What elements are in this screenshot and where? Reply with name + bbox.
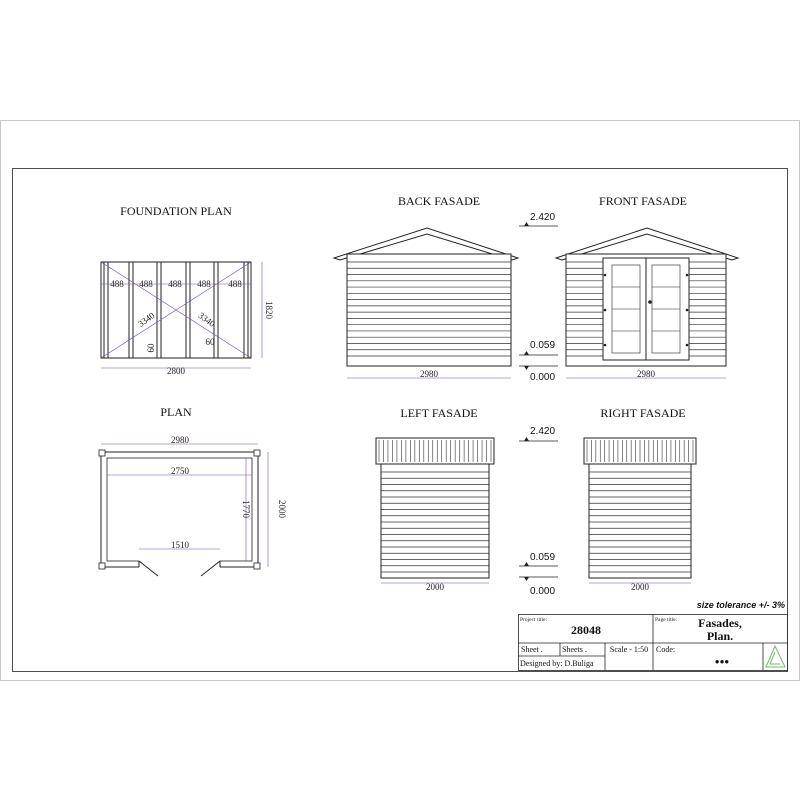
level-floor: 0.059: [530, 340, 556, 351]
right-fasade-title: RIGHT FASADE: [600, 406, 686, 420]
level-markers-lower: [519, 426, 558, 597]
title-block: [518, 614, 788, 671]
level-ground: 0.000: [530, 372, 556, 383]
front-fasade-title: FRONT FASADE: [599, 194, 687, 208]
roof-edge: [376, 438, 494, 464]
corner-post: [254, 563, 260, 569]
spacing-label: 488: [197, 279, 211, 289]
sheet-border: [13, 169, 788, 672]
door-opening: [139, 559, 220, 569]
door-hinge: [604, 309, 607, 312]
foundation-beam: [214, 262, 218, 358]
corner-post: [254, 450, 260, 456]
foundation-height-label: 1820: [264, 301, 274, 319]
foundation-beam: [244, 262, 248, 358]
beam-label-left: 60: [146, 343, 156, 353]
page-title-line1: Fasades,: [698, 616, 742, 630]
spacing-label: 488: [228, 279, 242, 289]
spacing-label: 488: [168, 279, 182, 289]
corner-post: [99, 450, 105, 456]
door-hinge: [686, 309, 689, 312]
plan-inner-depth-label: 1770: [241, 500, 251, 518]
sheet-label: Sheet .: [521, 645, 543, 654]
tolerance-note: size tolerance +/- 3%: [696, 600, 785, 610]
back-fasade: [334, 194, 518, 379]
foundation-beam: [104, 262, 108, 358]
door-hinge: [604, 274, 607, 277]
left-fasade-title: LEFT FASADE: [400, 406, 478, 420]
page-title-line2: Plan.: [706, 629, 734, 643]
scale-label: Scale - 1:50: [609, 645, 649, 654]
code-label: Code:: [656, 645, 676, 654]
door-hinge: [604, 344, 607, 347]
foundation-width-label: 2800: [167, 366, 185, 376]
plan-outer-width-label: 2980: [171, 435, 189, 445]
plan-view: [99, 405, 287, 576]
back-fasade-width-label: 2980: [420, 369, 438, 379]
level-arrow-icon: [524, 562, 529, 566]
right-fasade-width-label: 2000: [631, 582, 649, 592]
level-arrow-icon: [524, 577, 529, 581]
foundation-plan: [101, 204, 274, 376]
left-fasade: [376, 406, 494, 592]
level-markers-upper: [519, 212, 558, 383]
level-arrow-icon: [524, 351, 529, 355]
plan-inner-width-label: 2750: [171, 466, 189, 476]
door-hinge: [686, 274, 689, 277]
level-ridge: 2.420: [530, 426, 556, 437]
foundation-plan-title: FOUNDATION PLAN: [120, 204, 232, 218]
level-ridge: 2.420: [530, 212, 556, 223]
corner-post: [99, 563, 105, 569]
wall: [381, 464, 489, 578]
level-floor: 0.059: [530, 552, 556, 563]
level-arrow-icon: [524, 437, 529, 441]
door-hinge: [686, 344, 689, 347]
level-arrow-icon: [524, 366, 529, 370]
foundation-beam: [157, 262, 161, 358]
plan-outer-depth-label: 2000: [277, 500, 287, 518]
project-title-label: Project title:: [520, 617, 548, 623]
diagonal-label-right: 3340: [196, 310, 217, 329]
foundation-beam: [186, 262, 190, 358]
sheets-label: Sheets .: [562, 645, 587, 654]
right-fasade: [584, 406, 696, 592]
beam-label-right: 60: [205, 337, 215, 347]
spacing-label: 488: [139, 279, 153, 289]
plan-title: PLAN: [160, 405, 192, 419]
designed-by: Designed by: D.Buliga: [520, 659, 594, 668]
left-fasade-width-label: 2000: [426, 582, 444, 592]
diagonal-label-left: 3340: [136, 310, 157, 329]
project-number: 28048: [571, 623, 601, 637]
spacing-label: 488: [110, 279, 124, 289]
front-fasade-width-label: 2980: [637, 369, 655, 379]
page-title-label: Page title:: [655, 617, 678, 623]
wall: [347, 254, 511, 366]
plan-door-width-label: 1510: [171, 540, 189, 550]
door-handle: [648, 300, 652, 304]
level-ground: 0.000: [530, 586, 556, 597]
level-arrow-icon: [524, 222, 529, 226]
foundation-beam: [129, 262, 133, 358]
back-fasade-title: BACK FASADE: [397, 194, 481, 208]
code-value: ●●●: [714, 657, 730, 666]
wall: [589, 464, 691, 578]
front-fasade: [556, 194, 738, 379]
